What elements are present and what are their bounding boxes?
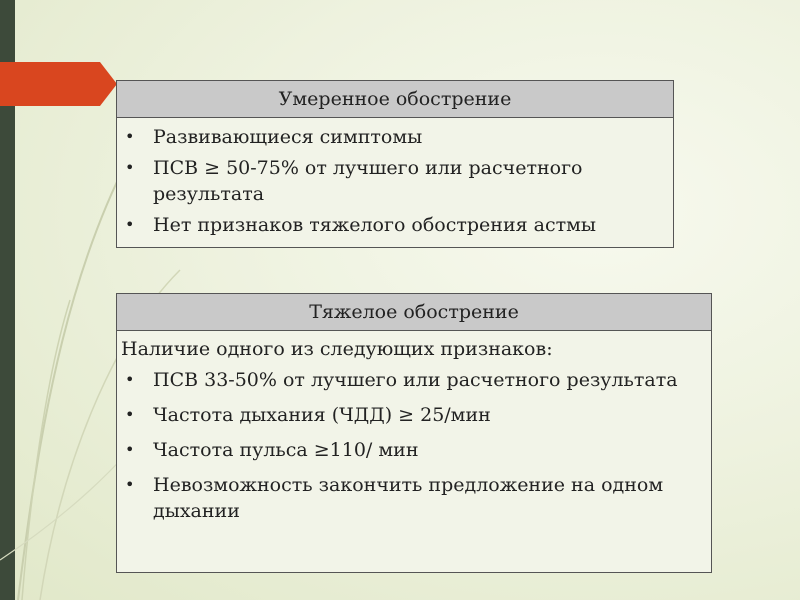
list-item <box>117 155 673 207</box>
bullet-icon: • <box>125 440 135 459</box>
moderate-exacerbation-title: Умеренное обострение <box>117 81 673 118</box>
list-item-text: ПСВ 33-50% от лучшего или расчетного результата <box>153 369 678 391</box>
severe-exacerbation-table <box>116 293 712 573</box>
list-item <box>117 367 711 393</box>
list-item-text: Развивающиеся симптомы <box>153 126 423 148</box>
list-item-text: Нет признаков тяжелого обострения астмы <box>153 214 597 236</box>
moderate-exacerbation-table <box>116 80 674 248</box>
severe-intro-text: Наличие одного из следующих признаков: <box>121 338 553 360</box>
moderate-symptoms-list <box>117 118 673 238</box>
bullet-icon: • <box>125 405 135 424</box>
bullet-icon: • <box>125 158 135 177</box>
severe-symptoms-list <box>117 365 711 524</box>
list-item <box>117 212 673 238</box>
list-item-text: Частота пульса ≥110/ мин <box>153 439 419 461</box>
bullet-icon: • <box>125 215 135 234</box>
bullet-icon: • <box>125 475 135 494</box>
severe-exacerbation-title: Тяжелое обострение <box>117 294 711 331</box>
accent-arrow-shape <box>0 62 117 106</box>
bullet-icon: • <box>125 127 135 146</box>
list-item-text: Частота дыхания (ЧДД) ≥ 25/мин <box>153 404 491 426</box>
bullet-icon: • <box>125 370 135 389</box>
list-item <box>117 124 673 150</box>
list-item-text: ПСВ ≥ 50-75% от лучшего или расчетного результата <box>153 157 583 205</box>
list-item <box>117 402 711 428</box>
list-item-text: Невозможность закончить предложение на одном дыхании <box>153 474 664 522</box>
list-item <box>117 437 711 463</box>
list-item <box>117 472 711 524</box>
